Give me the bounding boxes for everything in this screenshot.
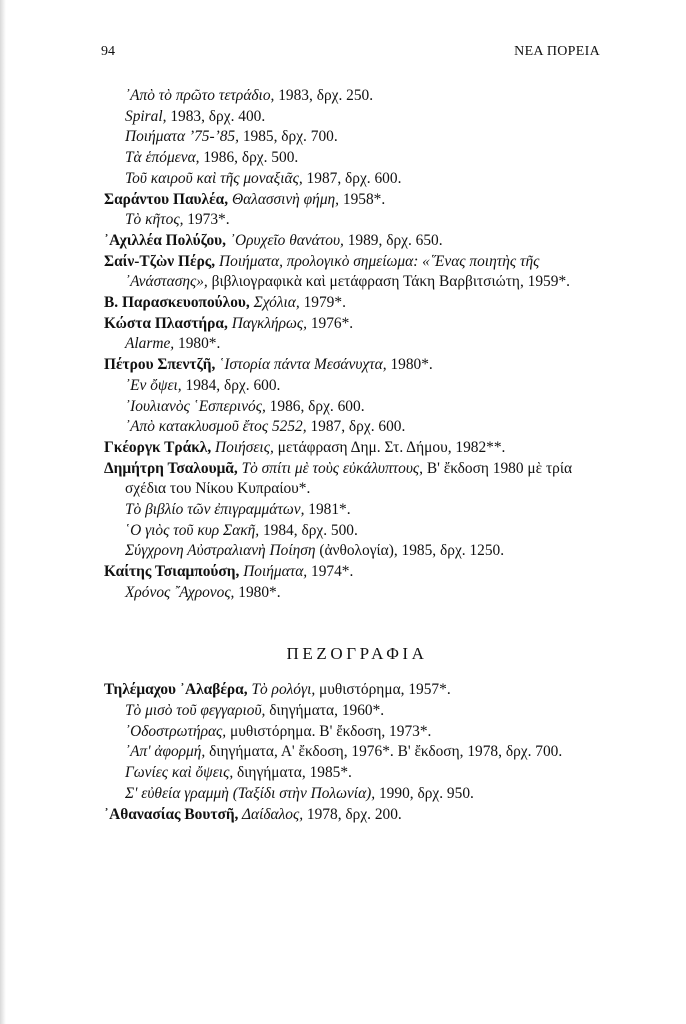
- author-entry: [104, 355, 604, 376]
- work-details: 1974*.: [307, 563, 354, 581]
- bibliography-body: [104, 86, 604, 825]
- poetry-entry: [104, 397, 604, 418]
- poetry-entry: [125, 107, 604, 128]
- author-entry: [104, 314, 604, 335]
- work-title: Τὰ ἑπόμενα,: [125, 149, 200, 167]
- poetry-entry: [104, 521, 604, 542]
- work-title: Spiral,: [125, 107, 167, 125]
- prose-entry: [104, 742, 604, 763]
- author-name: Σαράντου Παυλέα,: [104, 190, 229, 208]
- work-title: Σύγχρονη Αὐστραλιανὴ Ποίηση: [125, 542, 316, 560]
- author-entry: [104, 562, 604, 583]
- running-title: ΝΕΑ ΠΟΡΕΙΑ: [514, 44, 600, 59]
- author-name: Δημήτρη Τσαλουμᾶ,: [104, 459, 238, 477]
- work-details: διηγήματα, Α' ἔκδοση, 1976*. Β' ἔκδοση, 1978, δρχ. 700.: [205, 743, 563, 761]
- page-number: 94: [101, 44, 115, 59]
- author-entry: [104, 680, 604, 701]
- work-details: 1986, δρχ. 500.: [199, 149, 299, 167]
- poetry-entry: [125, 127, 604, 148]
- poetry-list: [104, 86, 604, 190]
- author-entry: [104, 190, 604, 211]
- work-details: 1973*.: [183, 211, 230, 229]
- work-details: 1983, δρχ. 250.: [274, 87, 374, 104]
- work-title: ᾿Εν ὄψει,: [125, 376, 182, 394]
- author-name: Καίτης Τσιαμπούση,: [104, 563, 240, 581]
- work-title: Τὸ ρολόγι,: [247, 681, 316, 699]
- poetry-entry: [104, 583, 604, 604]
- work-details: διηγήματα, 1985*.: [233, 764, 352, 782]
- work-details: 1978, δρχ. 200.: [303, 805, 402, 823]
- work-title: Σ' εὐθεία γραμμὴ (Ταξίδι στὴν Πολωνία),: [125, 784, 376, 802]
- work-details: 1981*.: [304, 501, 351, 519]
- work-title: ᾿Ιουλιανὸς ῾Εσπερινός,: [125, 397, 266, 415]
- work-details: 1976*.: [306, 314, 354, 332]
- author-entry: [104, 231, 604, 252]
- section-heading-prose: ΠΕΖΟΓΡΑΦΙΑ: [286, 643, 428, 663]
- work-details: 1984, δρχ. 500.: [259, 521, 358, 539]
- work-details: 1986, δρχ. 600.: [265, 397, 365, 415]
- work-title: Ποιήματα, προλογικὸ σημείωμα: «῞Ενας ποιητὴς τῆς ᾿Ανάστασης»,: [125, 252, 540, 291]
- work-details: 1980*.: [234, 583, 281, 601]
- work-details: 1984, δρχ. 600.: [181, 376, 281, 394]
- poetry-entry: [104, 210, 604, 231]
- work-details: 1990, δρχ. 950.: [375, 784, 474, 802]
- work-details: 1979*.: [299, 294, 346, 312]
- page-edge-shadow: [0, 0, 6, 1024]
- prose-entry: [104, 763, 604, 784]
- work-title: Τὸ μισὸ τοῦ φεγγαριοῦ,: [125, 701, 266, 719]
- prose-entry: [104, 701, 604, 722]
- work-details: μετάφραση Δημ. Στ. Δήμου, 1982**.: [273, 438, 506, 456]
- poetry-entry: [104, 376, 604, 397]
- author-name: Τηλέμαχου ᾿Αλαβέρα,: [104, 681, 248, 699]
- author-name: Γκέοργκ Τράκλ,: [104, 438, 212, 456]
- work-title: ᾿Απὸ τὸ πρῶτο τετράδιο,: [125, 87, 275, 104]
- poetry-entry: [125, 169, 604, 190]
- work-title: ᾿Οδοστρωτήρας,: [125, 722, 227, 740]
- work-details: 1983, δρχ. 400.: [166, 107, 266, 125]
- work-details: 1987, δρχ. 600.: [306, 418, 406, 436]
- work-title: Ποιήματα,: [239, 563, 308, 581]
- work-title: Alarme,: [125, 335, 175, 353]
- work-details: 1985, δρχ. 700.: [238, 128, 338, 146]
- poetry-entry: [104, 417, 604, 438]
- author-name: Κώστα Πλαστήρα,: [104, 314, 228, 332]
- work-title: Τὸ βιβλίο τῶν ἐπιγραμμάτων,: [125, 501, 305, 519]
- work-details: 1987, δρχ. 600.: [302, 169, 402, 187]
- work-title: Ποιήσεις,: [211, 438, 274, 456]
- work-title: ᾿Απὸ κατακλυσμοῦ ἔτος 5252,: [125, 418, 307, 436]
- work-details: (ἀνθολογία), 1985, δρχ. 1250.: [315, 542, 505, 560]
- author-name: ᾿Αθανασίας Βουτσῆ,: [104, 805, 239, 823]
- prose-entry: [104, 722, 604, 743]
- work-details: 1958*.: [339, 190, 386, 208]
- author-name: ᾿Αχιλλέα Πολύζου,: [104, 231, 227, 249]
- author-name: Πέτρου Σπεντζῆ,: [104, 356, 216, 374]
- work-title: ῾Ιστορία πάντα Μεσάνυχτα,: [215, 356, 387, 374]
- work-title: Τὸ κῆτος,: [125, 211, 184, 229]
- work-details: βιβλιογραφικὰ καὶ μετάφραση Τάκη Βαρβιτσιώτη, 1959*.: [207, 273, 570, 291]
- author-entry: [104, 293, 604, 314]
- author-name: Β. Παρασκευοπούλου,: [104, 294, 250, 312]
- work-title: ῾Ο γιὸς τοῦ κυρ Σακῆ,: [125, 521, 260, 539]
- work-title: Σχόλια,: [249, 294, 300, 312]
- author-entry: [104, 438, 604, 459]
- work-details: μυθιστόρημα. Β' ἔκδοση, 1973*.: [226, 722, 432, 740]
- work-details: 1989, δρχ. 650.: [343, 231, 443, 249]
- author-name: Σαίν-Τζὼν Πέρς,: [104, 252, 216, 270]
- poetry-entry: [104, 500, 604, 521]
- work-title: Τὸ σπίτι μὲ τοὺς εὐκάλυπτους,: [237, 459, 424, 477]
- work-title: Ποιήματα ’75-’85,: [125, 128, 239, 146]
- poetry-entry: [104, 541, 604, 562]
- poetry-entry: [125, 86, 604, 107]
- work-details: Β' ἔκδοση 1980 μὲ τρία σχέδια του Νίκου Κυπραίου*.: [125, 459, 573, 498]
- work-title: Παγκλήρως,: [227, 314, 307, 332]
- work-details: 1980*.: [386, 356, 433, 374]
- work-title: Θαλασσινὴ φήμη,: [228, 190, 340, 208]
- poetry-entry: [104, 334, 604, 355]
- work-details: μυθιστόρημα, 1957*.: [315, 681, 451, 699]
- author-entry: [104, 459, 604, 500]
- work-details: 1980*.: [174, 335, 221, 353]
- author-entry: [104, 805, 604, 826]
- work-title: ᾿Ορυχεῖο θανάτου,: [226, 231, 344, 249]
- work-title: ᾿Απ' ἀφορμή,: [125, 743, 206, 761]
- prose-entry: [104, 784, 604, 805]
- author-entry: [104, 252, 604, 293]
- poetry-entry: [125, 148, 604, 169]
- work-title: Τοῦ καιροῦ καὶ τῆς μοναξιᾶς,: [125, 169, 303, 187]
- work-details: διηγήματα, 1960*.: [265, 701, 385, 719]
- work-title: Χρόνος ῎Αχρονος,: [125, 583, 235, 601]
- work-title: Γωνίες καὶ ὄψεις,: [125, 764, 234, 782]
- work-title: Δαίδαλος,: [238, 805, 304, 823]
